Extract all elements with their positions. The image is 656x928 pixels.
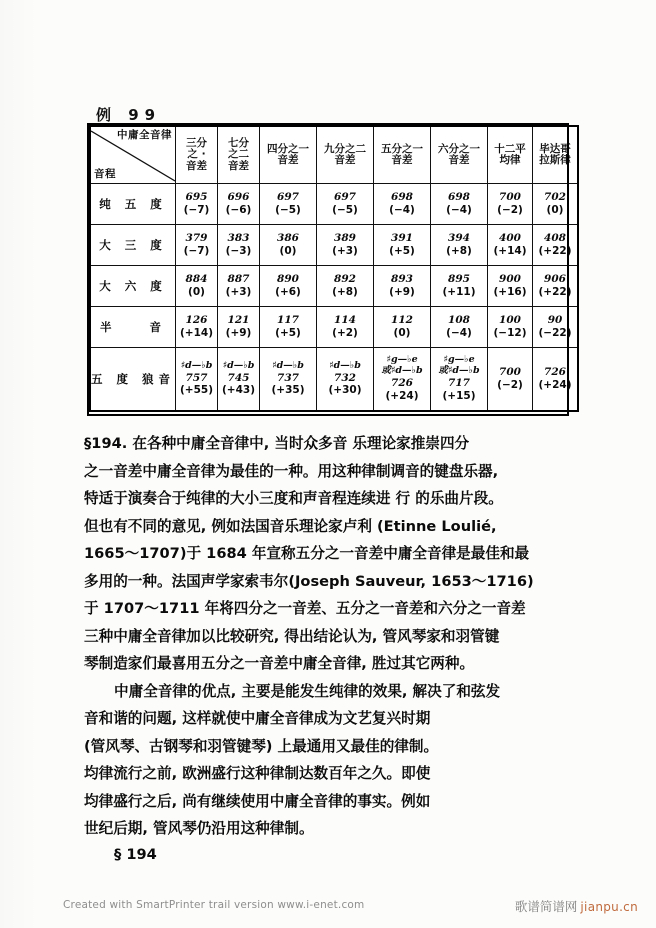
cell-cents: 700	[499, 191, 521, 204]
cell-value	[533, 225, 579, 266]
cell-value	[488, 266, 533, 307]
header-line: 之二	[228, 148, 249, 161]
header-line: 六分之一	[438, 142, 480, 155]
cell-deviation: (+16)	[493, 286, 527, 298]
cell-value	[218, 348, 260, 412]
header-line: 音差	[228, 159, 249, 172]
cell-deviation: (−7)	[183, 204, 210, 216]
cell-deviation: (+55)	[179, 384, 213, 397]
cell-value	[317, 348, 374, 412]
cell-value	[488, 225, 533, 266]
text-line: 音和谐的问题, 这样就使中庸全音律成为文艺复兴时期	[84, 710, 431, 727]
paragraph-194	[84, 430, 584, 678]
cell-deviation: (+14)	[493, 245, 527, 257]
header-line: 九分之二	[324, 142, 366, 155]
table-row	[90, 225, 578, 266]
table-row	[90, 266, 578, 307]
cell-deviation: (+22)	[538, 286, 572, 298]
header-line: 音差	[334, 154, 356, 166]
cell-value	[431, 184, 488, 225]
cell-note-names: ♯d—♭b	[329, 359, 361, 371]
corner-column-label: 中庸全音律	[117, 129, 172, 141]
cell-deviation: (+43)	[221, 384, 255, 397]
cell-deviation: (+11)	[442, 286, 476, 298]
cell-cents: 745	[227, 371, 250, 384]
cell-value	[260, 225, 317, 266]
cell-cents: 117	[277, 314, 299, 327]
cell-deviation: (+5)	[389, 245, 415, 257]
cell-value	[176, 307, 218, 348]
cell-value	[176, 225, 218, 266]
header-line: 音差	[186, 159, 207, 172]
body-text	[84, 430, 584, 843]
cell-cents: 389	[334, 232, 356, 245]
cell-cents: 732	[334, 371, 356, 384]
cell-value	[374, 307, 431, 348]
cell-deviation: (+2)	[332, 327, 358, 339]
text-line: (管风琴、古钢琴和羽管键琴) 上最通用又最佳的律制。	[84, 737, 439, 755]
column-header-two-sevenths-comma	[218, 126, 260, 184]
cell-value	[431, 266, 488, 307]
cell-deviation: (0)	[546, 204, 564, 216]
tuning-comparison-table-wrapper	[89, 125, 572, 412]
column-header-equal-temperament	[488, 126, 533, 184]
column-header-third-comma	[176, 126, 218, 184]
table-corner-cell	[90, 126, 176, 184]
cell-note-names: ♯d—♭b	[222, 359, 255, 371]
cell-deviation: (−12)	[493, 327, 527, 339]
cell-note-names-alt: 或♯d—♭b	[438, 365, 480, 377]
cell-cents: 90	[547, 314, 563, 327]
header-line: 毕达哥	[539, 142, 571, 155]
cell-deviation: (−4)	[446, 204, 472, 216]
cell-deviation: (−3)	[225, 245, 252, 257]
cell-value	[374, 225, 431, 266]
cell-value	[317, 225, 374, 266]
cell-cents: 114	[334, 314, 356, 327]
watermark-smartprinter: Created with SmartPrinter trail version www.i-enet.com	[63, 899, 365, 911]
column-header-fifth-comma	[374, 126, 431, 184]
header-line: 之 ·	[187, 148, 206, 161]
cell-cents: 400	[499, 232, 521, 245]
cell-value	[488, 348, 533, 412]
cell-note-names: ♯d—♭b	[180, 359, 213, 371]
cell-deviation: (−5)	[275, 204, 301, 216]
text-line: 1665～1707)于 1684 年宣称五分之一音差中庸全音律是最佳和最	[84, 545, 530, 562]
column-header-pythagorean	[533, 126, 579, 184]
header-line: 音差	[448, 154, 470, 166]
cell-cents: 126	[185, 314, 208, 327]
header-line: 均律	[499, 154, 521, 166]
header-line: 四分之一	[267, 142, 309, 155]
cell-cents: 391	[391, 232, 413, 245]
text-line: §194. 在各种中庸全音律中, 当时众多音 乐理论家推崇四分	[84, 435, 470, 452]
cell-cents: 383	[227, 232, 250, 245]
text-line: 均律盛行之后, 尚有继续使用中庸全音律的事实。例如	[84, 792, 431, 810]
cell-value	[317, 307, 374, 348]
cell-value	[218, 184, 260, 225]
cell-cents: 121	[227, 314, 250, 327]
table-row	[90, 184, 578, 225]
example-label: 例 99	[96, 106, 162, 124]
cell-deviation: (−22)	[538, 327, 572, 339]
cell-note-names-alt: 或♯d—♭b	[381, 365, 423, 377]
text-line: 中庸全音律的优点, 主要是能发生纯律的效果, 解决了和弦发	[114, 682, 501, 700]
header-line: 十二平	[494, 142, 526, 155]
cell-deviation: (0)	[393, 327, 411, 339]
cell-cents: 408	[544, 232, 566, 245]
cell-cents: 717	[448, 377, 470, 390]
cell-value	[176, 184, 218, 225]
table-row	[90, 348, 578, 412]
cell-value	[431, 307, 488, 348]
header-line: 七分	[228, 137, 249, 150]
watermark-site	[515, 897, 638, 915]
table-body	[90, 184, 578, 412]
text-line: 多用的一种。法国声学家索韦尔(Joseph Sauveur, 1653～1716)	[84, 572, 534, 590]
cell-cents: 906	[544, 273, 566, 286]
cell-value	[260, 307, 317, 348]
row-header-major-third: 大 三 度	[90, 225, 176, 266]
row-header-perfect-fifth: 纯 五 度	[90, 184, 176, 225]
text-line: 但也有不同的意见, 例如法国音乐理论家卢利 (Etinne Loulié,	[84, 517, 497, 535]
cell-value	[533, 307, 579, 348]
cell-cents: 700	[499, 366, 521, 379]
cell-value	[533, 184, 579, 225]
paragraph-advantages	[84, 678, 584, 843]
cell-value	[260, 184, 317, 225]
cell-value	[218, 307, 260, 348]
cell-deviation: (+35)	[271, 384, 305, 397]
cell-deviation: (−4)	[446, 327, 472, 339]
cell-cents: 698	[391, 191, 413, 204]
cell-deviation: (+24)	[538, 379, 572, 391]
cell-deviation: (0)	[188, 286, 205, 298]
header-line: 拉斯律	[539, 154, 571, 166]
cell-cents: 884	[185, 273, 208, 286]
cell-value	[218, 225, 260, 266]
corner-row-label: 音程	[94, 168, 116, 180]
cell-deviation: (+6)	[275, 286, 301, 298]
cell-cents: 887	[227, 273, 250, 286]
cell-value	[374, 348, 431, 412]
header-line: 音差	[391, 154, 413, 166]
cell-value	[374, 184, 431, 225]
cell-deviation: (−6)	[225, 204, 252, 216]
cell-value	[317, 184, 374, 225]
cell-cents: 890	[277, 273, 299, 286]
text-line: 琴制造家们最喜用五分之一音差中庸全音律, 胜过其它两种。	[84, 655, 475, 672]
cell-cents: 108	[448, 314, 470, 327]
table-row	[90, 307, 578, 348]
cell-deviation: (+9)	[389, 286, 415, 298]
cell-deviation: (+8)	[446, 245, 472, 257]
cell-deviation: (−2)	[497, 379, 523, 391]
cell-cents: 100	[499, 314, 521, 327]
column-header-two-ninths-comma	[317, 126, 374, 184]
table-header-row	[90, 126, 578, 184]
cell-deviation: (+14)	[179, 327, 213, 339]
column-header-sixth-comma	[431, 126, 488, 184]
row-header-major-sixth: 大 六 度	[90, 266, 176, 307]
site-domain: jianpu.cn	[580, 900, 638, 914]
cell-cents: 386	[277, 232, 299, 245]
cell-cents: 726	[391, 377, 413, 390]
header-line: 音差	[277, 154, 299, 166]
cell-cents: 893	[391, 273, 413, 286]
cell-cents: 698	[448, 191, 470, 204]
cell-cents: 892	[334, 273, 356, 286]
cell-cents: 697	[277, 191, 299, 204]
column-header-quarter-comma	[260, 126, 317, 184]
cell-cents: 900	[499, 273, 521, 286]
cell-value	[488, 307, 533, 348]
cell-cents: 394	[448, 232, 470, 245]
cell-deviation: (+5)	[275, 327, 301, 339]
cell-cents: 697	[334, 191, 356, 204]
scan-edge-fade	[584, 690, 656, 840]
cell-value	[317, 266, 374, 307]
text-line: 之一音差中庸全音律为最佳的一种。用这种律制调音的键盘乐器,	[84, 462, 499, 480]
cell-deviation: (+15)	[442, 389, 476, 402]
cell-cents: 696	[227, 191, 250, 204]
cell-deviation: (+8)	[332, 286, 358, 298]
cell-value	[431, 348, 488, 412]
cell-note-names: ♯g—♭e	[386, 354, 418, 366]
text-line: 三种中庸全音律加以比较研究, 得出结论认为, 管风琴家和羽管键	[84, 627, 500, 645]
cell-deviation: (+3)	[332, 245, 358, 257]
cell-note-names: ♯d—♭b	[272, 359, 304, 371]
text-line: 于 1707～1711 年将四分之一音差、五分之一音差和六分之一音差	[84, 600, 526, 617]
cell-cents: 112	[391, 314, 413, 327]
cell-cents: 757	[185, 371, 208, 384]
cell-value	[218, 266, 260, 307]
row-header-semitone: 半 音	[90, 307, 176, 348]
cell-deviation: (−7)	[183, 245, 210, 257]
cell-note-names: ♯g—♭e	[443, 354, 475, 366]
text-line: 均律流行之前, 欧洲盛行这种律制达数百年之久。即使	[84, 765, 431, 782]
cell-deviation: (−5)	[332, 204, 358, 216]
cell-deviation: (0)	[279, 245, 297, 257]
cell-value	[488, 184, 533, 225]
cell-value	[431, 225, 488, 266]
cell-deviation: (+3)	[225, 286, 252, 298]
cell-value	[260, 266, 317, 307]
cell-deviation: (+30)	[328, 384, 362, 397]
tuning-comparison-table	[89, 125, 579, 412]
cell-deviation: (+22)	[538, 245, 572, 257]
cell-cents: 726	[544, 366, 566, 379]
cell-cents: 695	[185, 191, 208, 204]
cell-cents: 379	[185, 232, 208, 245]
cell-value	[533, 266, 579, 307]
row-header-wolf-fifth: 五 度 狼音	[90, 348, 176, 412]
text-line: 世纪后期, 管风琴仍沿用这种律制。	[84, 820, 314, 837]
text-line: 特适于演奏合于纯律的大小三度和声音程连续进 行 的乐曲片段。	[84, 490, 503, 507]
cell-value	[533, 348, 579, 412]
cell-value	[374, 266, 431, 307]
table-head	[90, 126, 578, 184]
header-line: 五分之一	[381, 142, 423, 155]
cell-cents: 702	[544, 191, 566, 204]
header-line: 三分	[186, 137, 207, 150]
cell-value	[176, 348, 218, 412]
cell-deviation: (−2)	[497, 204, 523, 216]
cell-cents: 895	[448, 273, 470, 286]
section-end-marker: § 194	[114, 846, 157, 863]
cell-deviation: (−4)	[389, 204, 415, 216]
cell-value	[260, 348, 317, 412]
cell-deviation: (+24)	[385, 389, 419, 402]
cell-value	[176, 266, 218, 307]
site-name-cn: 歌谱简谱网	[514, 899, 578, 914]
cell-deviation: (+9)	[225, 327, 252, 339]
cell-cents: 737	[277, 371, 299, 384]
